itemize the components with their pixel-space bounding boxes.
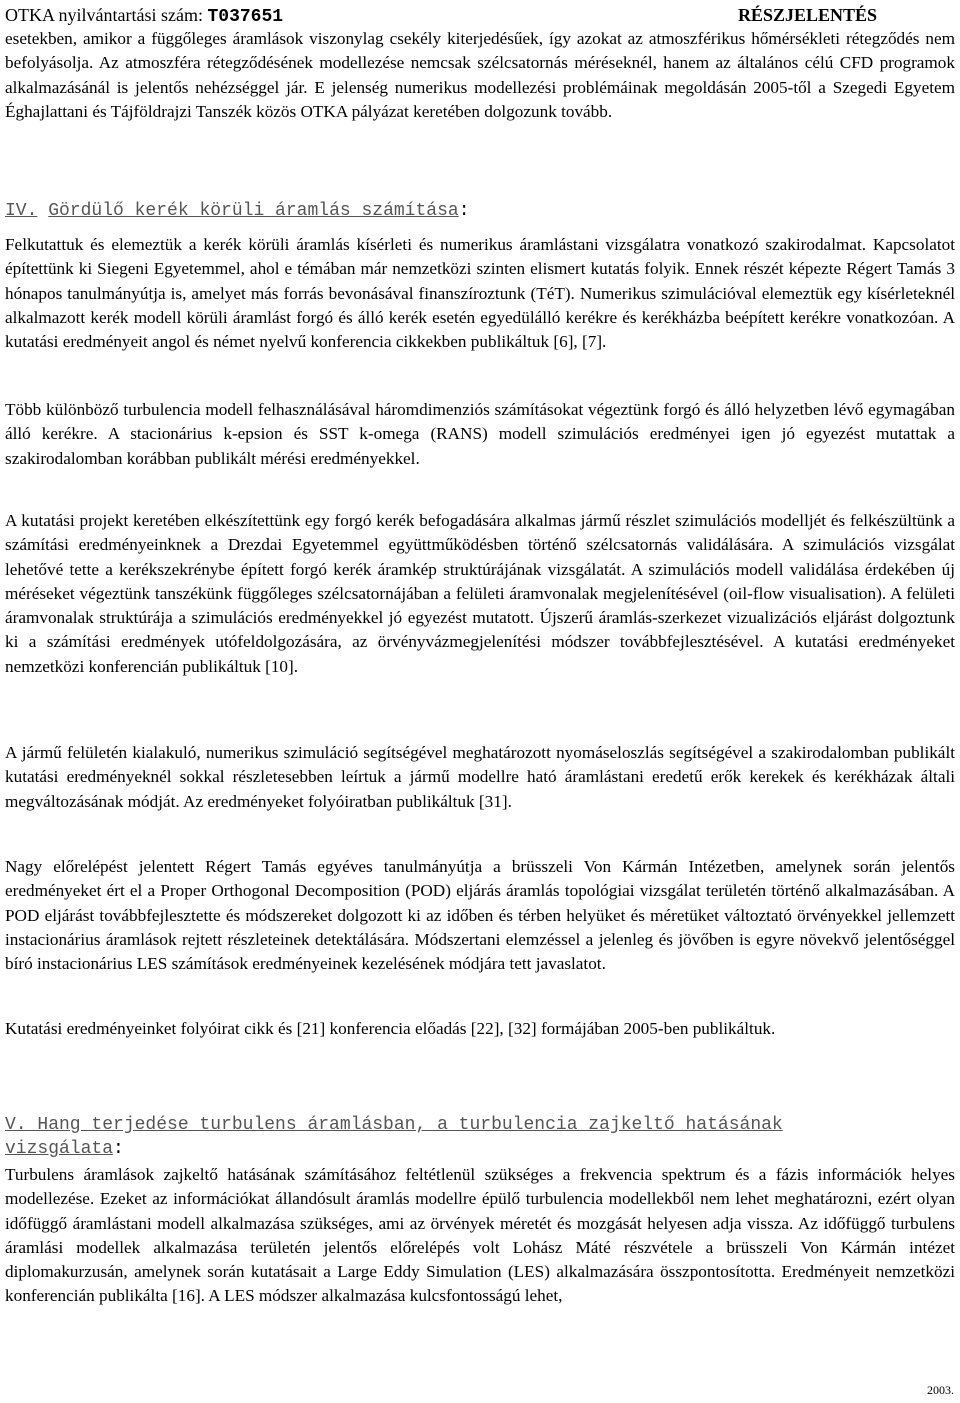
section-iv-number: IV. [5,201,38,221]
section-v-colon: : [113,1139,124,1159]
otka-label-text: OTKA nyilvántartási szám: [5,5,208,25]
paragraph-v-1: Turbulens áramlások zajkeltő hatásának számításához feltétlenül szükséges a frekvencia spektrum és a fázis információk helyes modellezése. Ezeket az információkat állandósult áramlás modellre épülő turbulencia modellekből nem lehet meghatározni, ezért olyan időfüggő áramlástani modell alkalmazása szükséges, ami az örvények méretét és mozgását helyesen adja vissza. Az időfüggő turbulens áramlási modellek alkalmazása területén jelentős előrelépés volt Lohász Máté részvétele a brüsszeli Von Kármán intézet diplomakurzusán, amelynek során kutatásait a Large Eddy Simulation (LES) alkalmazására összpontosította. Eredményeit nemzetközi konferencián publikálta [16]. A LES módszer alkalmazása kulcsfontosságú lehet, [5,1165,955,1306]
paragraph-iv-3: A kutatási projekt keretében elkészítettünk egy forgó kerék befogadására alkalmas jármű részlet szimulációs modelljét és felkészültünk a számítási eredményeinknek a Drezdai Egyetemmel együttműködésben történő szélcsatornás validálására. A szimulációs vizsgálat lehetővé tette a kerékszekrénybe épített forgó kerék áramkép struktúrájának vizsgálatát. A szimulációs modell validálása érdekében új méréseket végeztünk tanszékünk függőleges szélcsatornájában a felületi áramvonalak megjelenítésével (oil-flow visualisation). A felületi áramvonalak struktúrája a szimulációs eredményekkel jó egyezést mutatott. Újszerű áramlás-szerkezet vizualizációs eljárást dolgoztunk ki a számítási eredmények utófeldolgozására, az örvényvázmegjelenítési módszer továbbfejlesztésével. A kutatási eredményeket nemzetközi konferencián publikáltuk [10]. [5,511,955,676]
paragraph-iv-5: Nagy előrelépést jelentett Régert Tamás egyéves tanulmányútja a brüsszeli Von Kármán Intézetben, amelynek során jelentős eredményeket ért el a Proper Orthogonal Decomposition (POD) eljárás áramlás topológiai vizsgálat területén történő alkalmazásában. A POD eljárást továbbfejlesztette és módszereket dolgozott ki az időben és térben helyüket és méretüket változtató örvényekkel jellemzett instacionárius áramlások rejtett részleteinek detektálására. Módszertani elemzéssel a jelenleg és jövőben is egyre növekvő jelentőséggel bíró instacionárius LES számítások eredményeinek kezelésének módjára tett javaslatot. [5,857,955,974]
paragraph-iv-2: Több különböző turbulencia modell felhasználásával háromdimenziós számításokat végeztünk forgó és álló helyzetben lévő egymagában álló kerékre. A stacionárius k-epsion és SST k-omega (RANS) modell szimulációs eredményei igen jó egyezést mutattak a szakirodalomban korábban publikált mérési eredményekkel. [5,400,955,468]
section-iv-title: Gördülő kerék körüli áramlás számítása [48,201,459,221]
section-v-title-line2: vizsgálata [5,1139,114,1159]
footer-year: 2003. [927,1383,954,1397]
otka-label [5,3,283,29]
otka-id: T037651 [207,7,284,27]
paragraph-intro: esetekben, amikor a függőleges áramlások viszonylag csekély kiterjedésűek, így azokat az atmoszférikus hőmérsékleti rétegződés nem befolyásolja. Az atmoszféra rétegződésének modellezése nemcsak szélcsatornás méréseknél, hanem az általános célú CFD programok alkalmazásánál is jelentős nehézséggel jár. E jelenség numerikus modellezési problémáinak megoldásán 2005-től a Szegedi Egyetem Éghajlattani és Tájföldrajzi Tanszék közös OTKA pályázat keretében dolgozunk tovább. [5,29,955,121]
section-v-heading [5,1113,955,1161]
page-header [5,3,955,27]
section-v-title-line1: V. Hang terjedése turbulens áramlásban, a turbulencia zajkeltő hatásának [5,1115,783,1135]
section-iv-colon: : [458,201,470,221]
paragraph-iv-4: A jármű felületén kialakuló, numerikus szimuláció segítségével meghatározott nyomáseloszlás segítségével a szakirodalomban publikált kutatási eredményeknél sokkal részletesebben leírtuk a jármű modellre ható áramlástani eredetű erők kerekek és kerékházak általi megváltozásának módját. Az eredményeket folyóiratban publikáltuk [31]. [5,743,955,811]
section-iv-heading [5,199,955,223]
paragraph-iv-1: Felkutattuk és elemeztük a kerék körüli áramlás kísérleti és numerikus áramlástani vizsgálatra vonatkozó szakirodalmat. Kapcsolatot építettünk ki Siegeni Egyetemmel, ahol e témában már nemzetközi szinten elismert kutatás folyik. Ennek részét képezte Régert Tamás 3 hónapos tanulmányútja is, amelyet más forrás bevonásával finanszíroztunk (TéT). Numerikus szimulációval elemeztük egy kísérleteknél alkalmazott kerék modell körüli áramlást forgó és álló kerék esetén egyedülálló kerékre és kerékházba beépített kerékre vonatkozóan. A kutatási eredményeit angol és német nyelvű konferencia cikkekben publikáltuk [6], [7]. [5,235,955,352]
report-type: RÉSZJELENTÉS [737,5,877,25]
paragraph-iv-6: Kutatási eredményeinket folyóirat cikk és [21] konferencia előadás [22], [32] formájában 2005-ben publikáltuk. [5,1019,776,1038]
